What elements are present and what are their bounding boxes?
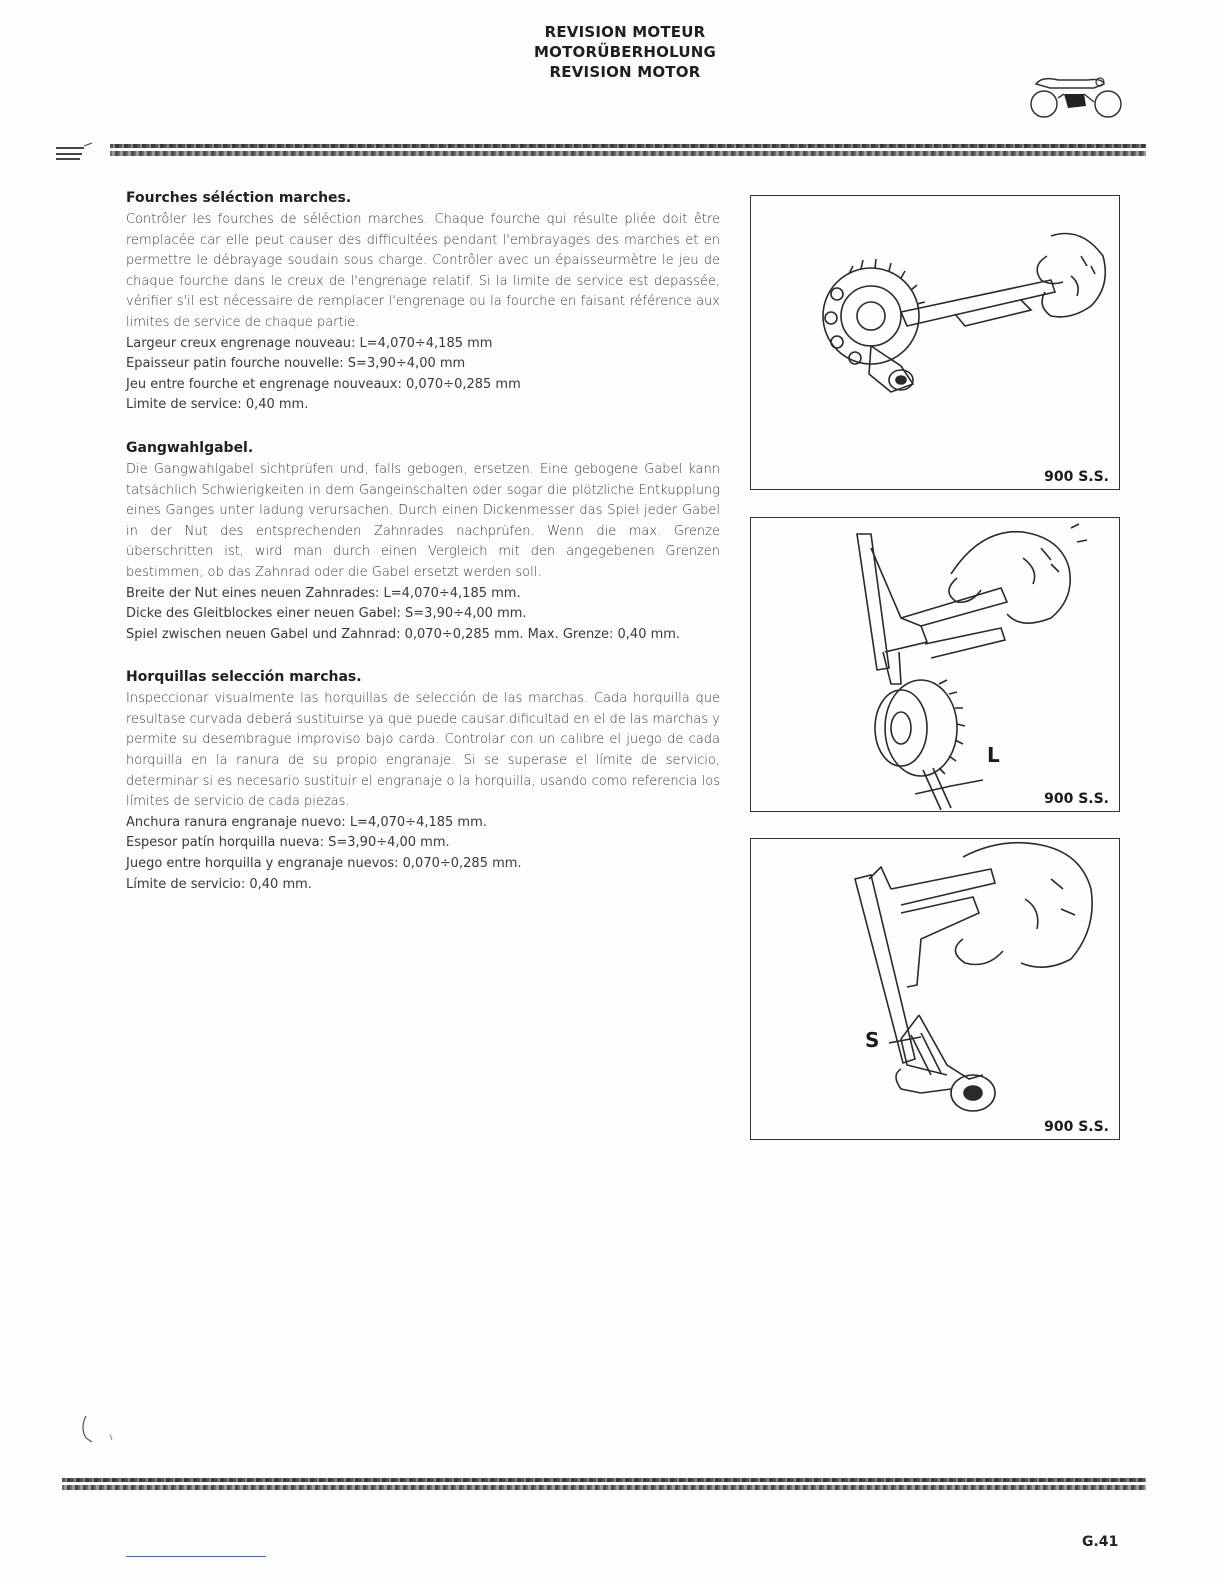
header-titles xyxy=(470,22,780,82)
section-french xyxy=(126,188,720,416)
spec-line: Breite der Nut eines neuen Zahnrades: L=4,070÷4,185 mm. xyxy=(126,585,521,601)
figure-caliper-fork xyxy=(750,838,1120,1140)
caliper-gear-illustration xyxy=(751,518,1119,810)
spec-line: Largeur creux engrenage nouveau: L=4,070÷4,185 mm xyxy=(126,335,493,351)
corner-mark xyxy=(56,142,96,162)
spec-line: Juego entre horquilla y engranaje nuevos: 0,070÷0,285 mm. xyxy=(126,856,522,872)
spec-line: Epaisseur patin fourche nouvelle: S=3,90÷4,00 mm xyxy=(126,356,466,372)
section-heading: Horquillas selección marchas. xyxy=(126,669,362,686)
figure-feeler-gauge xyxy=(750,195,1120,490)
title-spanish: REVISION MOTOR xyxy=(549,63,701,81)
title-french: REVISION MOTEUR xyxy=(544,23,706,41)
section-spanish xyxy=(126,667,720,895)
figure-caption: 900 S.S. xyxy=(1044,791,1109,807)
margin-scribble xyxy=(80,1414,120,1444)
spec-line: Límite de servicio: 0,40 mm. xyxy=(126,876,312,892)
figure-caption: 900 S.S. xyxy=(1044,1119,1109,1135)
spec-line: Jeu entre fourche et engrenage nouveaux: 0,070÷0,285 mm xyxy=(126,376,521,392)
dimension-label-l: L xyxy=(987,743,1000,767)
title-german: MOTORÜBERHOLUNG xyxy=(534,43,716,61)
page-number: G.41 xyxy=(1082,1534,1119,1550)
spec-line: Anchura ranura engranaje nuevo: L=4,070÷4,185 mm. xyxy=(126,814,487,830)
figure-caption: 900 S.S. xyxy=(1044,469,1109,485)
spec-line: Limite de service: 0,40 mm. xyxy=(126,397,309,413)
caliper-fork-illustration xyxy=(751,839,1119,1138)
section-body: Contrôler les fourches de séléction marches. Chaque fourche qui résulte pliée doit être remplacée car elle peut causer des difficultées pendant l'embrayages des marches et en permettre le débrayage soudain sous charge. Contrôler avec un épaisseurmètre le jeu de chaque fourche dans le creux de l'engrenage relatif. Si la limite de service est depassée, vérifier s'il est nécessaire de remplacer l'engrenage ou la fourche en faisant référence aux limites de service de chaque partie. xyxy=(126,212,720,330)
bottom-rule xyxy=(62,1478,1146,1492)
section-heading: Gangwahlgabel. xyxy=(126,439,254,456)
dimension-label-s: S xyxy=(865,1028,880,1052)
footer-underline xyxy=(126,1556,266,1557)
figure-caliper-gear xyxy=(750,517,1120,812)
section-body: Die Gangwahlgabel sichtprüfen und, falls gebogen, ersetzen. Eine gebogene Gabel kann tatsächlich Schwierigkeiten in dem Gangeinschalten oder sogar die plötzliche Entkupplung eines Ganges unter ladung verursachen. Durch einen Dickenmesser das Spiel jeder Gabel in der Nut des entsprechenden Zahnrades nachprüfen. Wenn die max. Grenze überschritten ist, wird man durch einen Vergleich mit den angegebenen Grenzen bestimmen, ob das Zahnrad oder die Gabel ersetzt werden soll. xyxy=(126,461,720,580)
feeler-gauge-illustration xyxy=(751,196,1119,488)
spec-line: Spiel zwischen neuen Gabel und Zahnrad: 0,070÷0,285 mm. Max. Grenze: 0,40 mm. xyxy=(126,626,681,642)
main-content xyxy=(126,188,720,917)
section-german xyxy=(126,438,720,645)
top-rule xyxy=(110,144,1146,158)
section-body: Inspeccionar visualmente las horquillas de selección de las marchas. Cada horquilla que resultase curvada deberá sustituirse ya que puede causar dificultad en el de las marchas y permite su desembrague improviso bajo carda. Controlar con un calibre el juego de cada horquilla en la ranura de su propio engranaje. Si se superase el límite de servicio, determinar si es necesario sustituir el engranaje o la horquilla, usando como referencia los límites de servicio de cada piezas. xyxy=(126,691,720,810)
section-heading: Fourches séléction marches. xyxy=(126,190,352,206)
motorcycle-engine-icon xyxy=(1028,72,1124,122)
spec-line: Espesor patín horquilla nueva: S=3,90÷4,00 mm. xyxy=(126,835,450,851)
spec-line: Dicke des Gleitblockes einer neuen Gabel: S=3,90÷4,00 mm. xyxy=(126,606,527,622)
